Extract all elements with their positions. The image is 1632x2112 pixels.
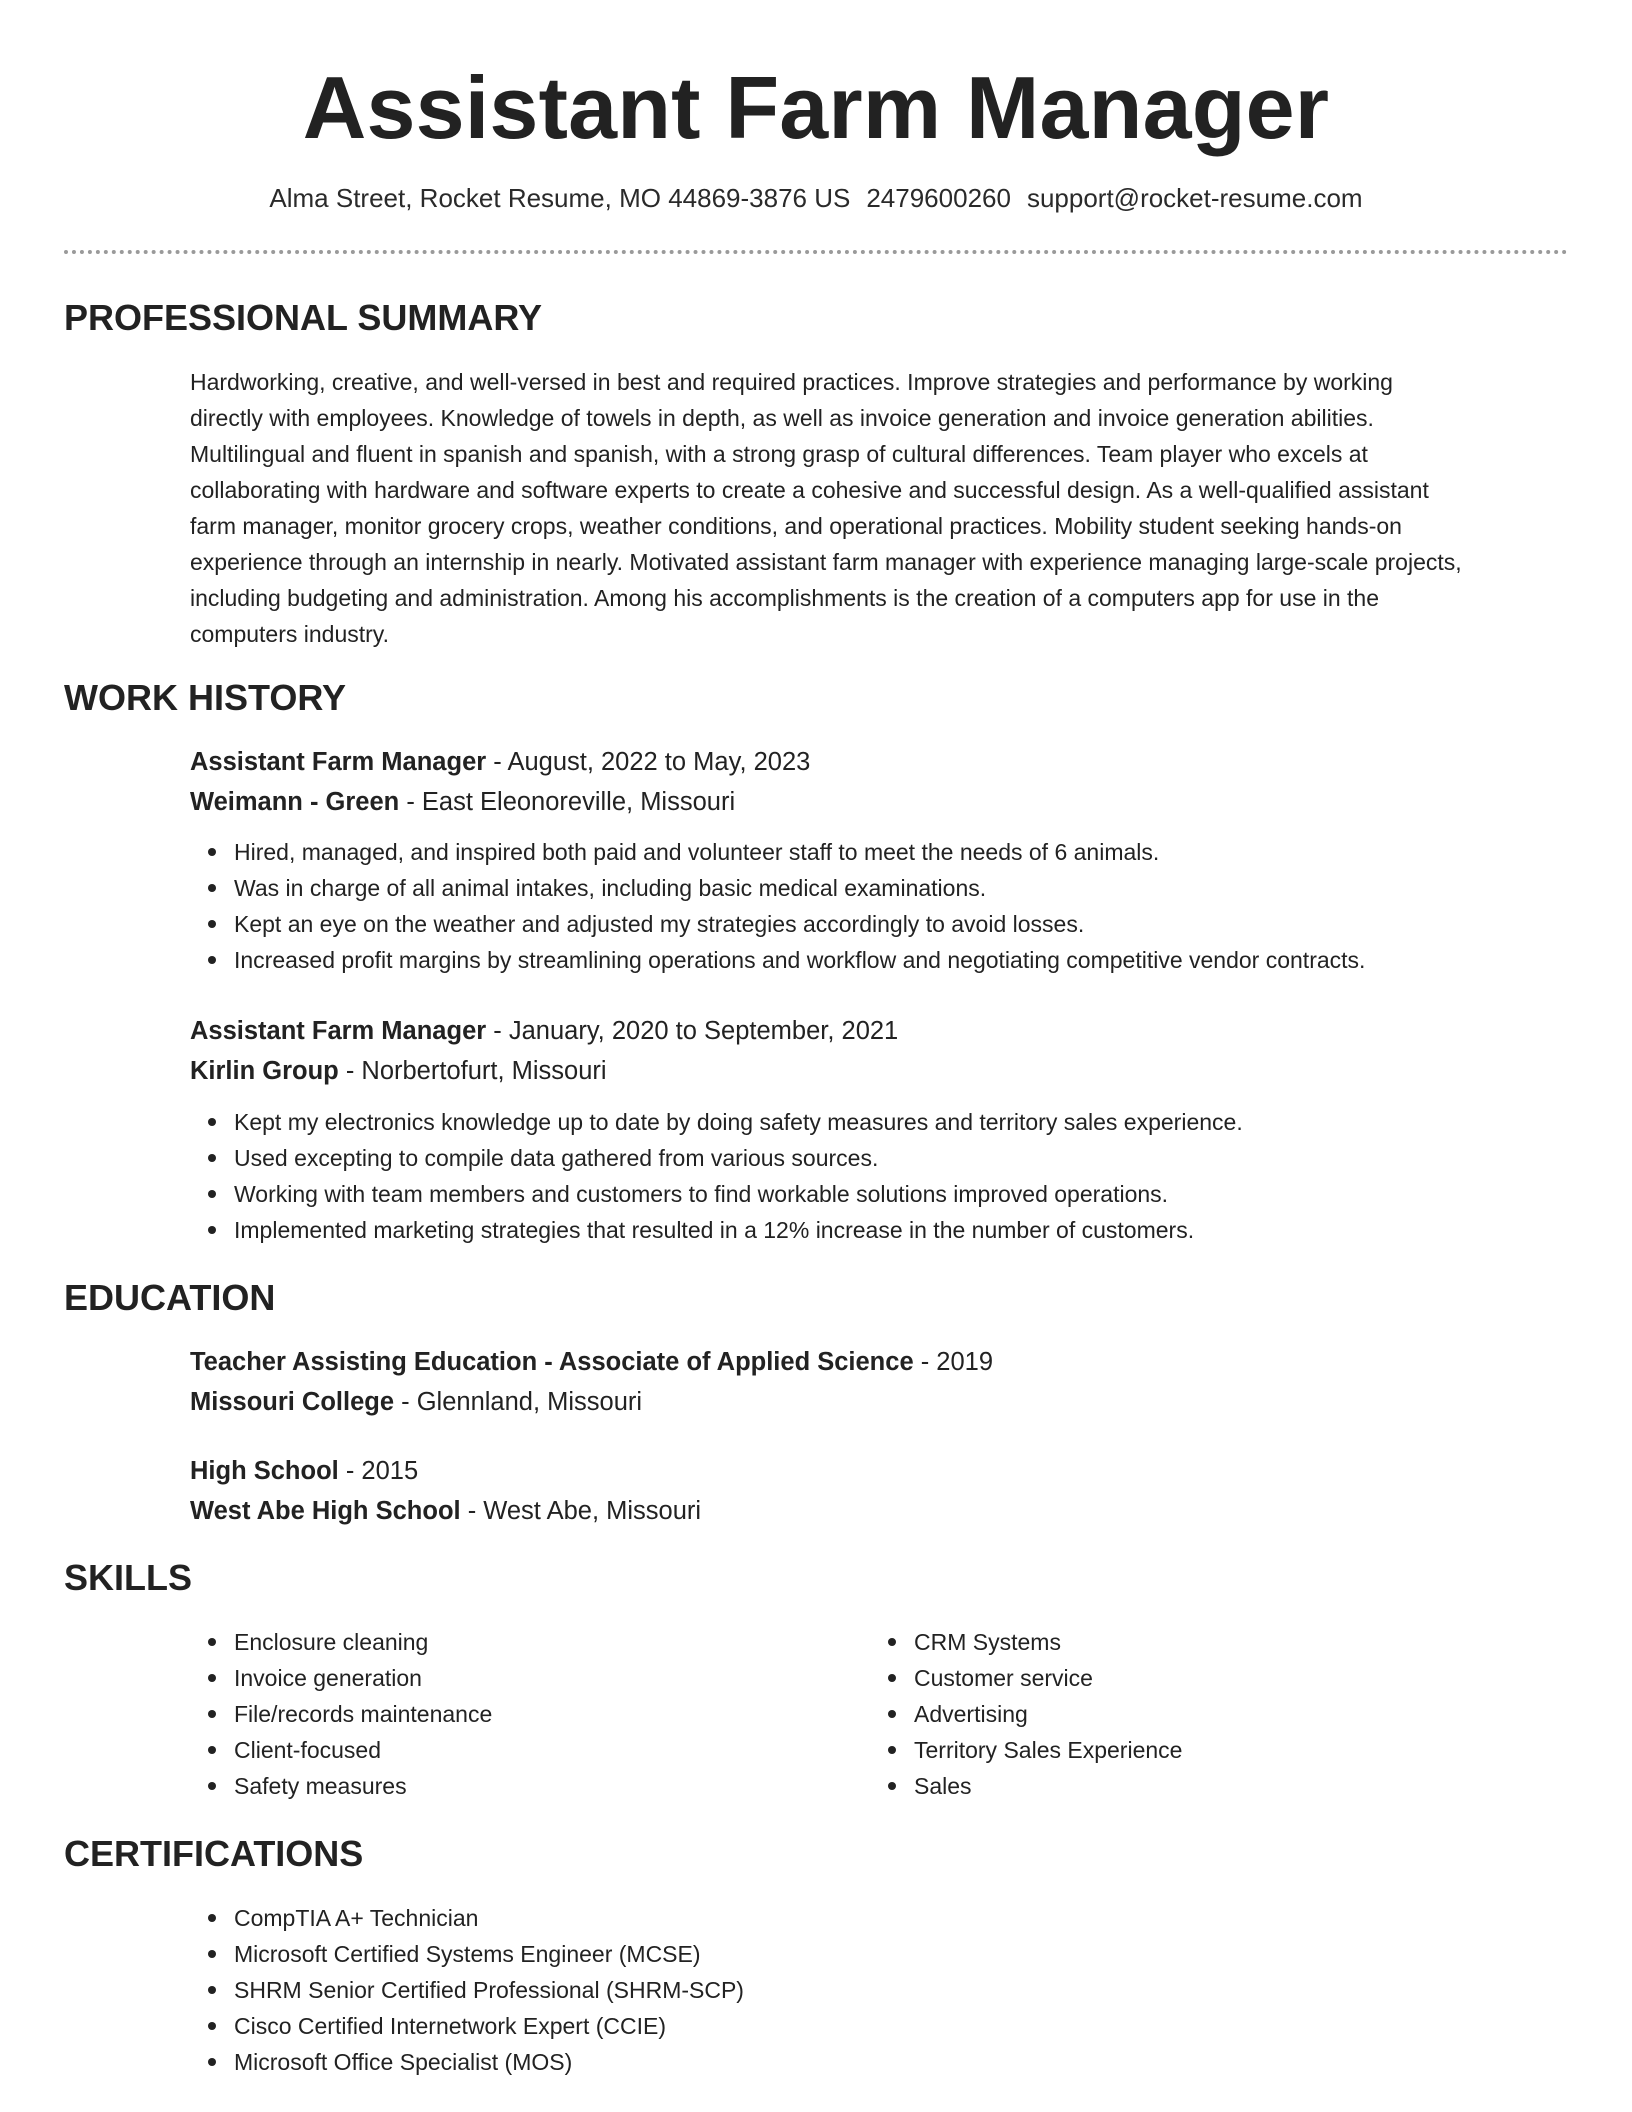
work-history-heading: WORK HISTORY [64, 677, 347, 718]
degree-line [190, 1342, 1568, 1382]
list-item: CompTIA A+ Technician [234, 1900, 1614, 1936]
list-item: Safety measures [234, 1768, 874, 1804]
school-line [190, 1382, 1568, 1422]
job-location: - Norbertofurt, Missouri [338, 1057, 607, 1085]
summary-line: computers industry. [190, 621, 389, 647]
list-item: Was in charge of all animal intakes, including basic medical examinations. [234, 870, 1614, 906]
degree-year: - 2015 [338, 1457, 419, 1485]
certifications-heading: CERTIFICATIONS [64, 1833, 364, 1874]
summary-line: farm manager, monitor grocery crops, weather conditions, and operational practices. Mobility student seeking hands-on [190, 513, 1402, 539]
certifications-list [190, 1900, 1614, 2080]
skills-heading: SKILLS [64, 1557, 193, 1598]
contact-address: Alma Street, Rocket Resume, MO 44869-3876 US [269, 183, 851, 213]
job-title: Assistant Farm Manager [190, 748, 487, 776]
job-entry [190, 1011, 1568, 1091]
education-entry [190, 1451, 1568, 1531]
list-item: Sales [914, 1768, 1554, 1804]
degree-line [190, 1451, 1568, 1491]
summary-heading: PROFESSIONAL SUMMARY [64, 297, 543, 338]
list-item: File/records maintenance [234, 1696, 874, 1732]
list-item: Advertising [914, 1696, 1554, 1732]
school-location: - Glennland, Missouri [394, 1388, 643, 1416]
school-line [190, 1491, 1568, 1531]
list-item: Client-focused [234, 1732, 874, 1768]
resume-title: Assistant Farm Manager [302, 58, 1330, 157]
job-location: - East Eleonoreville, Missouri [399, 788, 736, 816]
job-bullets [190, 1104, 1614, 1248]
job-dates: - January, 2020 to September, 2021 [486, 1017, 899, 1045]
summary-text [190, 364, 1570, 652]
job-entry [190, 742, 1568, 822]
summary-line: experience through an internship in nearly. Motivated assistant farm manager with experience managing large-scale projects, [190, 549, 1462, 575]
degree: Teacher Assisting Education - Associate of Applied Science [190, 1348, 914, 1376]
list-item: Used excepting to compile data gathered from various sources. [234, 1140, 1614, 1176]
skills-list-left [190, 1624, 874, 1804]
job-title: Assistant Farm Manager [190, 1017, 487, 1045]
summary-line: Multilingual and fluent in spanish and spanish, with a strong grasp of cultural differences. Team player who excels at [190, 441, 1368, 467]
job-company-line [190, 1051, 1568, 1091]
job-title-line [190, 742, 1568, 782]
job-dates: - August, 2022 to May, 2023 [486, 748, 811, 776]
summary-line: Hardworking, creative, and well-versed in best and required practices. Improve strategies and performance by working [190, 369, 1393, 395]
list-item: Kept an eye on the weather and adjusted my strategies accordingly to avoid losses. [234, 906, 1614, 942]
list-item: Customer service [914, 1660, 1554, 1696]
school: West Abe High School [190, 1497, 461, 1525]
school-location: - West Abe, Missouri [460, 1497, 702, 1525]
contact-email: support@rocket-resume.com [1026, 183, 1363, 213]
list-item: Microsoft Office Specialist (MOS) [234, 2044, 1614, 2080]
skills-list-right [870, 1624, 1554, 1804]
job-company-line [190, 782, 1568, 822]
contact-phone: 2479600260 [866, 183, 1011, 213]
school: Missouri College [190, 1388, 395, 1416]
list-item: Working with team members and customers to find workable solutions improved operations. [234, 1176, 1614, 1212]
job-title-line [190, 1011, 1568, 1051]
degree-year: - 2019 [913, 1348, 994, 1376]
list-item: Cisco Certified Internetwork Expert (CCIE) [234, 2008, 1614, 2044]
list-item: SHRM Senior Certified Professional (SHRM-SCP) [234, 1972, 1614, 2008]
list-item: Enclosure cleaning [234, 1624, 874, 1660]
job-company: Kirlin Group [190, 1057, 339, 1085]
list-item: Implemented marketing strategies that resulted in a 12% increase in the number of customers. [234, 1212, 1614, 1248]
summary-line: collaborating with hardware and software experts to create a cohesive and successful design. As a well-qualified assistant [190, 477, 1429, 503]
summary-line: including budgeting and administration. Among his accomplishments is the creation of a computers app for use in the [190, 585, 1380, 611]
list-item: Hired, managed, and inspired both paid and volunteer staff to meet the needs of 6 animals. [234, 834, 1614, 870]
contact-info [64, 180, 1568, 216]
summary-line: directly with employees. Knowledge of towels in depth, as well as invoice generation and invoice generation abilities. [190, 405, 1374, 431]
degree: High School [190, 1457, 339, 1485]
list-item: Microsoft Certified Systems Engineer (MCSE) [234, 1936, 1614, 1972]
education-entry [190, 1342, 1568, 1422]
list-item: Territory Sales Experience [914, 1732, 1554, 1768]
list-item: Kept my electronics knowledge up to date by doing safety measures and territory sales experience. [234, 1104, 1614, 1140]
header-divider [64, 250, 1568, 254]
job-company: Weimann - Green [190, 788, 400, 816]
job-bullets [190, 834, 1614, 978]
resume-page [64, 0, 1568, 2112]
education-heading: EDUCATION [64, 1277, 276, 1318]
list-item: Increased profit margins by streamlining operations and workflow and negotiating competitive vendor contracts. [234, 942, 1614, 978]
list-item: Invoice generation [234, 1660, 874, 1696]
list-item: CRM Systems [914, 1624, 1554, 1660]
